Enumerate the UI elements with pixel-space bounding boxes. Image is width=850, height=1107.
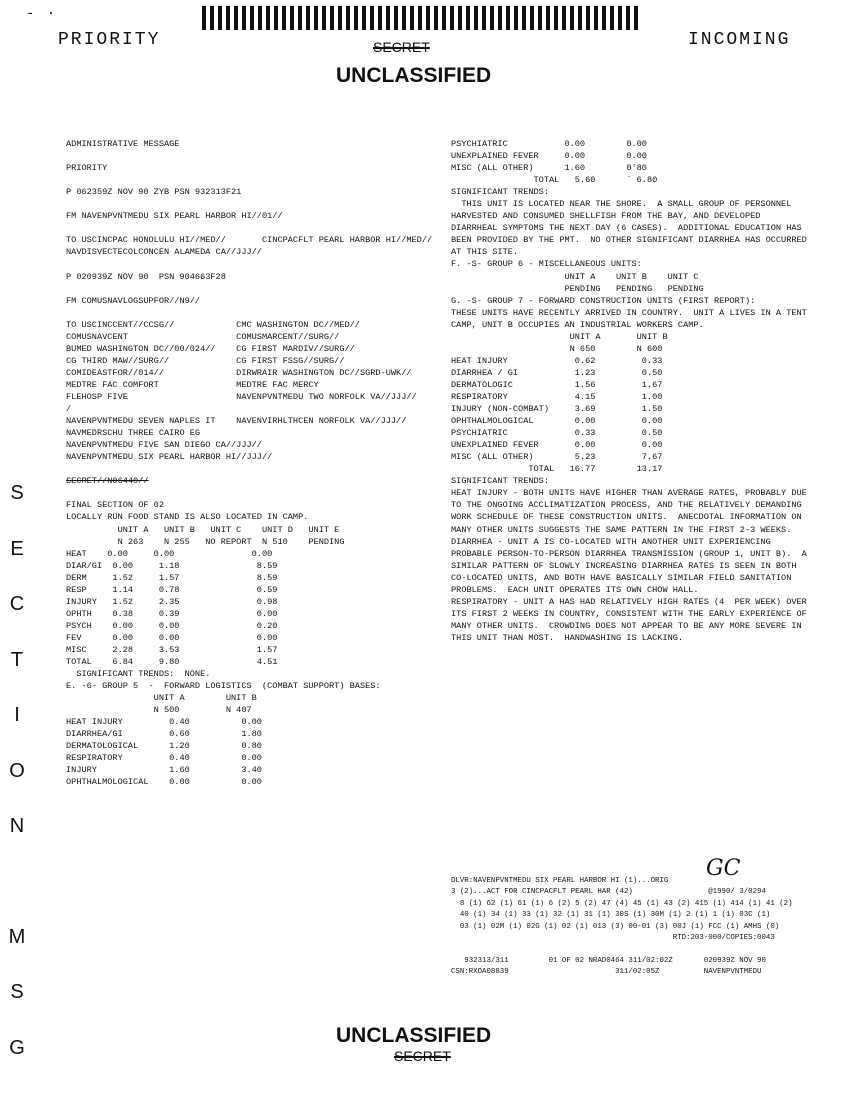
left-column-line: RESP 1.14 0.78 0.59 bbox=[66, 584, 278, 595]
right-column-line: RESPIRATORY - UNIT A HAS HAD RELATIVELY HIGH RATES (4 PER WEEK) OVER bbox=[451, 596, 807, 607]
banner-bottom: UNCLASSIFIED bbox=[336, 1024, 492, 1047]
left-column-line bbox=[66, 174, 432, 186]
distribution-block bbox=[451, 876, 793, 979]
left-column-line: NAVENPVNTMEDU SEVEN NAPLES IT NAVENVIRHLTHCEN NORFOLK VA//JJJ// bbox=[66, 416, 407, 427]
right-column-line: UNIT A UNIT B bbox=[451, 331, 668, 342]
right-column-line: TOTAL 16.77 13.17 bbox=[451, 464, 663, 475]
right-column-line: F. -S- GROUP 6 - MISCELLANEOUS UNITS: bbox=[451, 259, 642, 270]
left-column-line: UNIT A UNIT B UNIT C UNIT D UNIT E bbox=[66, 524, 340, 535]
left-column-line: UNIT A UNIT B bbox=[66, 693, 257, 704]
left-column-line: CG THIRD MAW//SURG// CG FIRST FSSG//SURG// bbox=[66, 355, 345, 366]
banner-top: UNCLASSIFIED bbox=[336, 64, 492, 87]
message-left-column bbox=[66, 138, 432, 789]
right-column-line: HARVESTED AND CONSUMED SHELLFISH FROM THE BAY, AND DEVELOPED bbox=[451, 211, 761, 222]
left-column-line: RESPIRATORY 0.40 0.00 bbox=[66, 753, 262, 764]
left-column-line: FEV 0.00 0.00 0.00 bbox=[66, 632, 278, 643]
left-column-line: DERM 1.52 1.57 8.59 bbox=[66, 572, 278, 583]
right-column-line: DIARRHEA - UNIT A IS CO-LOCATED WITH ANOTHER UNIT EXPERIENCING bbox=[451, 536, 771, 547]
left-column-line: FM NAVENPVNTMEDU SIX PEARL HARBOR HI//01// bbox=[66, 211, 283, 222]
distribution-line: 40 (1) 34 (1) 33 (1) 32 (1) 31 (1) 30S (1) 30M (1) 2 (1) 1 (1) 03C (1) bbox=[451, 911, 771, 920]
left-column-line: PRIORITY bbox=[66, 163, 108, 174]
left-column-line: NAVENPVNTMEDU FIVE SAN DIEGO CA//JJJ// bbox=[66, 440, 262, 451]
left-column-line: MEDTRE FAC COMFORT MEDTRE FAC MERCY bbox=[66, 379, 319, 390]
message-right-column bbox=[451, 138, 807, 644]
right-column-line: SIMILAR PATTERN OF SLOWLY INCREASING DIARRHEA RATES IS SEEN IN BOTH bbox=[451, 560, 797, 571]
left-column-line: LOCALLY RUN FOOD STAND IS ALSO LOCATED IN CAMP. bbox=[66, 512, 309, 523]
classification-top-struck: SECRET bbox=[373, 39, 430, 55]
right-column-line: UNEXPLAINED FEVER 0.00 0.00 bbox=[451, 440, 663, 451]
right-column-line: HEAT INJURY 0.62 0.33 bbox=[451, 355, 663, 366]
left-column-line: PSYCH 0.00 0.00 0.20 bbox=[66, 620, 278, 631]
left-column-line bbox=[66, 487, 432, 499]
right-column-line: THESE UNITS HAVE RECENTLY ARRIVED IN COUNTRY. UNIT A LIVES IN A TENT bbox=[451, 307, 807, 318]
left-column-line: COMUSNAVCENT COMUSMARCENT//SURG// bbox=[66, 331, 340, 342]
left-column-line: / bbox=[66, 404, 72, 415]
distribution-line: 932313/311 01 OF 02 NRAD0464 311/02:02Z 020939Z NOV 90 bbox=[451, 956, 766, 965]
right-column-line: DIARRHEAL SYMPTOMS THE NEXT DAY (6 CASES). ADDITIONAL EDUCATION HAS bbox=[451, 223, 802, 234]
section-msg-label: S E C T I O N M S G bbox=[8, 482, 26, 1059]
left-column-line: N 500 N 407 bbox=[66, 705, 252, 716]
left-column-line: BUMED WASHINGTON DC//00/024// CG FIRST MARDIV//SURG// bbox=[66, 343, 355, 354]
right-column-line: OPHTHALMOLOGICAL 0.00 0.00 bbox=[451, 416, 663, 427]
left-column-line: DERMATOLOGICAL 1.20 0.80 bbox=[66, 741, 262, 752]
right-column-line: PSYCHIATRIC 0.00 0.00 bbox=[451, 139, 647, 149]
classification-bottom-struck: SECRET bbox=[394, 1048, 451, 1064]
right-column-line: UNEXPLAINED FEVER 0.00 0.00 bbox=[451, 151, 647, 162]
left-column-line: TOTAL 6.84 9.80 4.51 bbox=[66, 657, 278, 668]
left-column-line bbox=[66, 222, 432, 234]
distribution-line: CSN:RXOA08839 311/02:05Z NAVENPVNTMEDU bbox=[451, 968, 762, 977]
left-column-line bbox=[66, 307, 432, 319]
priority-label: PRIORITY bbox=[58, 30, 161, 50]
right-column-line: MANY OTHER UNITS SUGGESTS THE SAME PATTERN IN THE FIRST 2-3 WEEKS. bbox=[451, 524, 792, 535]
right-column-line: BEEN PROVIDED BY THE PMT. NO OTHER SIGNIFICANT DIARRHEA HAS OCCURRED bbox=[451, 235, 807, 246]
right-column-line: MISC (ALL OTHER) 5.23 7.67 bbox=[451, 452, 663, 463]
corner-marks: - · bbox=[26, 6, 58, 22]
right-column-line: PROBLEMS. EACH UNIT OPERATES ITS OWN CHOW HALL. bbox=[451, 584, 699, 595]
left-column-line: DIARRHEA/GI 0.60 1.80 bbox=[66, 729, 262, 740]
left-column-line: HEAT 0.00 0.00 0.00 bbox=[66, 548, 273, 559]
right-column-line: ITS FIRST 2 WEEKS IN COUNTRY, CONSISTENT WITH THE EARLY EXPERIENCE OF bbox=[451, 608, 807, 619]
right-column-line: TO THE ONGOING ACCLIMATIZATION PROCESS, AND THE RELATIVELY DEMANDING bbox=[451, 500, 802, 511]
right-column-line: SIGNIFICANT TRENDS: bbox=[451, 476, 549, 487]
right-column-line: THIS UNIT THAN MOST. HANDWASHING IS LACKING. bbox=[451, 632, 684, 643]
right-column-line: PENDING PENDING PENDING bbox=[451, 283, 704, 294]
right-column-line: AT THIS SITE. bbox=[451, 247, 519, 258]
distribution-line: 03 (1) 02M (1) 02G (1) 02 (1) 013 (3) 00-01 (3) 00J (1) FCC (1) AMHS (0) bbox=[451, 922, 780, 931]
handwritten-initials: GC bbox=[706, 856, 741, 881]
right-column-line: PROBABLE PERSON-TO-PERSON DIARRHEA TRANSMISSION (GROUP 1, UNIT B). A bbox=[451, 548, 807, 559]
right-column-line: DERMATOLOGIC 1.56 1.67 bbox=[451, 379, 663, 390]
right-column-line: CAMP, UNIT B OCCUPIES AN INDUSTRIAL WORKERS CAMP. bbox=[451, 319, 704, 330]
right-column-line: INJURY (NON-COMBAT) 3.69 1.50 bbox=[451, 404, 663, 415]
left-column-line: ADMINISTRATIVE MESSAGE bbox=[66, 139, 180, 149]
left-column-line: NAVENPVNTMEDU SIX PEARL HARBOR HI//JJJ// bbox=[66, 452, 273, 463]
left-column-line: FM COMUSNAVLOGSUPFOR//N9// bbox=[66, 295, 201, 306]
right-column-line: TOTAL 5.60 ` 6.80 bbox=[451, 175, 658, 186]
right-column-line: UNIT A UNIT B UNIT C bbox=[451, 271, 699, 282]
barcode bbox=[202, 6, 642, 30]
left-column-line: OPHTH 0.38 0.39 0.00 bbox=[66, 608, 278, 619]
left-column-line: SECRET//N06440// bbox=[66, 476, 149, 487]
left-column-line: FINAL SECTION OF 02 bbox=[66, 500, 164, 511]
left-column-line: E. -6- GROUP 5 - FORWARD LOGISTICS (COMBAT SUPPORT) BASES: bbox=[66, 681, 381, 692]
left-column-line bbox=[66, 198, 432, 210]
left-column-line: INJURY 1.52 2.35 0.98 bbox=[66, 596, 278, 607]
left-column-line: SIGNIFICANT TRENDS: NONE. bbox=[66, 669, 211, 680]
left-column-line: DIAR/GI 0.00 1.18 8.59 bbox=[66, 560, 278, 571]
right-column-line: DIARRHEA / GI 1.23 0.50 bbox=[451, 367, 663, 378]
left-column-line: TO USCINCCENT//CCSG// CMC WASHINGTON DC//MED// bbox=[66, 319, 360, 330]
distribution-line: DLVR:NAVENPVNTMEDU SIX PEARL HARBOR HI (1)...ORIG bbox=[451, 877, 669, 885]
incoming-label: INCOMING bbox=[688, 30, 791, 50]
left-column-line: NAVMEDRSCHU THREE CAIRO EG bbox=[66, 428, 201, 439]
right-column-line: WORK SCHEDULE OF THESE CONSTRUCTION UNITS. ANECDOTAL INFORMATION ON bbox=[451, 512, 802, 523]
left-column-line: HEAT INJURY 0.40 0.00 bbox=[66, 717, 262, 728]
left-column-line: INJURY 1.60 3.40 bbox=[66, 765, 262, 776]
right-column-line: THIS UNIT IS LOCATED NEAR THE SHORE. A SMALL GROUP OF PERSONNEL bbox=[451, 199, 792, 210]
right-column-line: N 650 N 600 bbox=[451, 343, 663, 354]
left-column-line bbox=[66, 150, 432, 162]
left-column-line bbox=[66, 283, 432, 295]
right-column-line: HEAT INJURY - BOTH UNITS HAVE HIGHER THAN AVERAGE RATES, PROBABLY DUE bbox=[451, 488, 807, 499]
distribution-line: 8 (1) 62 (1) 61 (1) 6 (2) 5 (2) 47 (4) 45 (1) 43 (2) 415 (1) 414 (1) 41 (2) bbox=[451, 899, 793, 908]
left-column-line: OPHTHALMOLOGICAL 0.00 0.00 bbox=[66, 777, 262, 788]
left-column-line: NAVDISVECTECOLCONCEN ALAMEDA CA//JJJ// bbox=[66, 247, 262, 258]
distribution-line: RTD:203-000/COPIES:0043 bbox=[451, 933, 775, 942]
right-column-line: MISC (ALL OTHER) 1.60 0'80 bbox=[451, 163, 647, 174]
right-column-line: RESPIRATORY 4.15 1.00 bbox=[451, 391, 663, 402]
right-column-line: SIGNIFICANT TRENDS: bbox=[451, 187, 549, 198]
right-column-line: CO-LOCATED UNITS, AND BOTH HAVE BASICALLY SIMILAR FIELD SANITATION bbox=[451, 572, 792, 583]
left-column-line: P 020939Z NOV 90 PSN 904663F28 bbox=[66, 271, 226, 282]
left-column-line: FLEHOSP FIVE NAVENPVNTMEDU TWO NORFOLK VA//JJJ// bbox=[66, 391, 417, 402]
right-column-line: PSYCHIATRIC 0.33 0.50 bbox=[451, 428, 663, 439]
left-column-line: COMIDEASTFOR//014// DIRWRAIR WASHINGTON DC//SGRD-UWK// bbox=[66, 367, 412, 378]
left-column-line: TO USCINCPAC HONOLULU HI//MED// CINCPACFLT PEARL HARBOR HI//MED// bbox=[66, 235, 433, 246]
left-column-line: N 263 N 255 NO REPORT N 510 PENDING bbox=[66, 536, 345, 547]
distribution-line: 3 (2)...ACT FOR CINCPACFLT PEARL HAR (42) @1990/ 3/0294 bbox=[451, 888, 766, 897]
left-column-line: MISC 2.28 3.53 1.57 bbox=[66, 644, 278, 655]
right-column-line: MANY OTHER UNITS. CROWDING DOES NOT APPEAR TO BE ANY MORE SEVERE IN bbox=[451, 620, 802, 631]
left-column-line bbox=[66, 463, 432, 475]
left-column-line bbox=[66, 258, 432, 270]
left-column-line: P 062359Z NOV 90 ZYB PSN 932313F21 bbox=[66, 187, 242, 198]
right-column-line: G. -S- GROUP 7 - FORWARD CONSTRUCTION UNITS (FIRST REPORT): bbox=[451, 295, 756, 306]
distribution-line bbox=[451, 944, 793, 955]
